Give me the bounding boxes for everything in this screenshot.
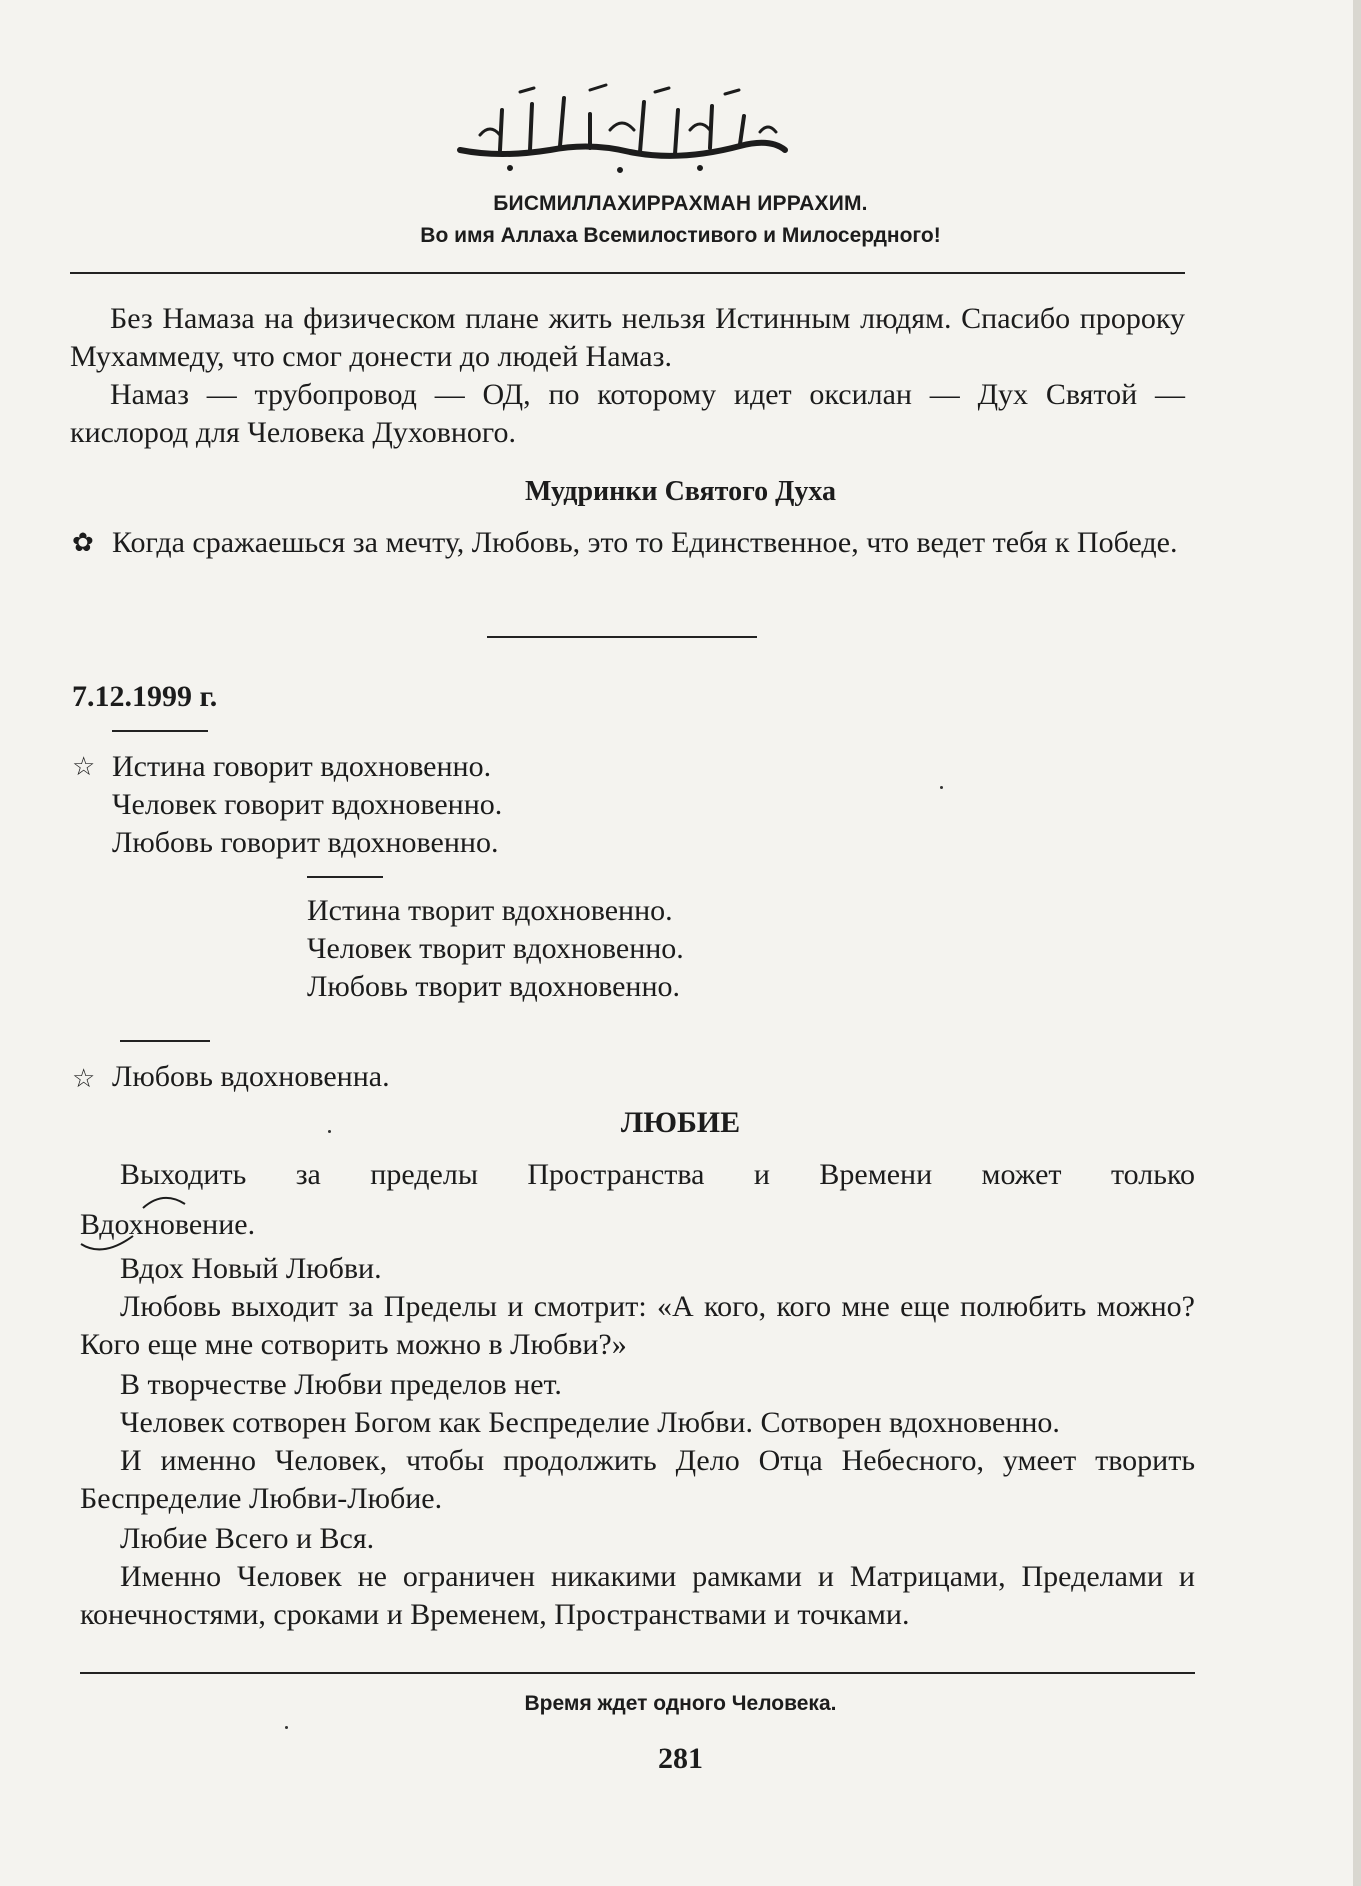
print-speck [285,1726,288,1729]
section-line-9: Именно Человек не ограничен никакими рамками и Матрицами, Пределами и конечностями, сроками и Временем, Пространствами и точками. [80,1560,1195,1631]
group1-line-3: Любовь говорит вдохновенно. [112,826,499,859]
section-line-2: Вдохновение. [80,1208,256,1241]
footer-text: Время ждет одного Человека. [524,1692,837,1715]
group-divider [307,876,383,878]
section-heading: ЛЮБИЕ [620,1106,741,1139]
group-divider-2 [120,1040,210,1042]
intro-paragraph-2: Намаз — трубопровод — ОД, по которому идет оксилан — Дух Святой — кислород для Человека Духовного. [70,378,1185,449]
section-line-8: Любие Всего и Вся. [120,1522,375,1555]
entry-date: 7.12.1999 г. [72,680,218,713]
group2-line-3: Любовь творит вдохновенно. [307,970,681,1003]
wisdom-item: Когда сражаешься за мечту, Любовь, это то Единственное, что ведет тебя к Победе. [112,526,1178,559]
print-speck [940,786,943,789]
section-line-6: Человек сотворен Богом как Беспределие Любви. Сотворен вдохновенно. [120,1406,1060,1439]
section-line-4: Любовь выходит за Пределы и смотрит: «А кого, кого мне еще полюбить можно? Кого еще мне сотворить можно в Любви?» [80,1290,1195,1361]
bismillah-calligraphy [440,80,800,175]
group1-line-1: Истина говорит вдохновенно. [112,750,492,783]
section-line-5: В творчестве Любви пределов нет. [120,1368,562,1401]
header-title: БИСМИЛЛАХИРРАХМАН ИРРАХИМ. [493,192,868,215]
group1-line-2: Человек говорит вдохновенно. [112,788,503,821]
date-underline [112,730,208,732]
section-divider [487,636,757,638]
page-number: 281 [658,1742,703,1775]
flower-icon: ✿ [72,528,94,557]
section-line-7: И именно Человек, чтобы продолжить Дело Отца Небесного, умеет творить Беспределие Любви-Любие. [80,1444,1195,1515]
print-speck [328,1130,331,1133]
section-line-3: Вдох Новый Любви. [120,1252,382,1285]
section-line-1: Выходить за пределы Пространства и Времени может только [120,1158,1195,1191]
entry-single-line: Любовь вдохновенна. [112,1060,390,1093]
group2-line-2: Человек творит вдохновенно. [307,932,684,965]
header-divider [70,272,1185,274]
footer-divider [80,1672,1195,1674]
star-icon: ☆ [72,752,96,781]
star-icon: ☆ [72,1064,96,1093]
header-subtitle: Во имя Аллаха Всемилостивого и Милосердного! [420,224,941,247]
page-edge [1353,0,1361,1886]
wisdom-heading: Мудринки Святого Духа [525,476,836,507]
group2-line-1: Истина творит вдохновенно. [307,894,673,927]
intro-paragraph-1: Без Намаза на физическом плане жить нельзя Истинным людям. Спасибо пророку Мухаммеду, что смог донести до людей Намаз. [70,302,1185,373]
